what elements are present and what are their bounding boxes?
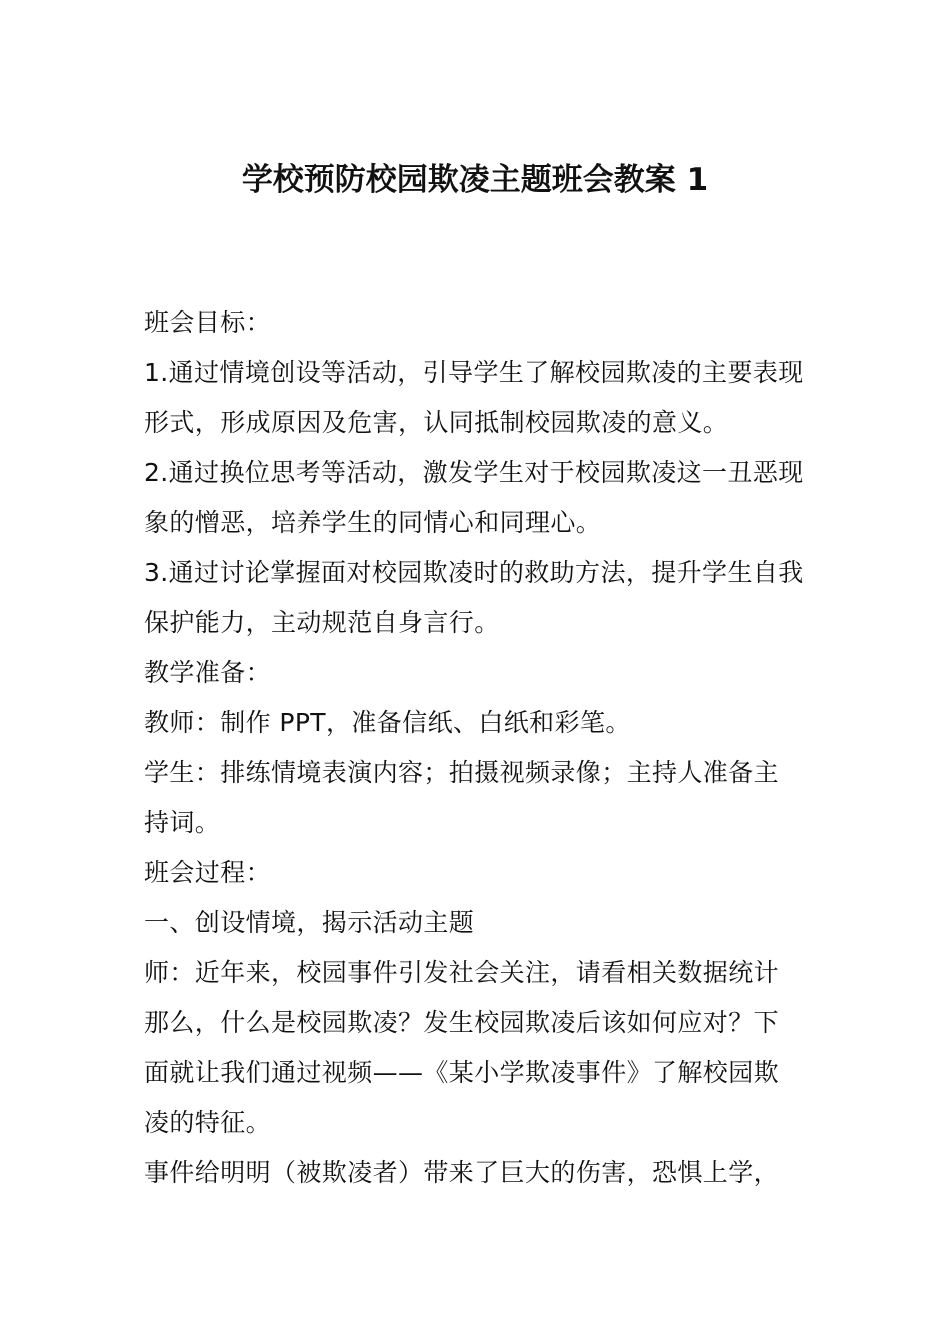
paragraph-line: 那么，什么是校园欺凌？发生校园欺凌后该如何应对？下 [144,1008,780,1037]
document-body [144,298,808,1198]
paragraph-line: 学生：排练情境表演内容；拍摄视频录像；主持人准备主 [144,758,780,787]
section-heading-process: 班会过程： [144,858,272,887]
subsection-heading: 一、创设情境，揭示活动主题 [144,908,475,937]
paragraph-line: 师：近年来，校园事件引发社会关注，请看相关数据统计 [144,958,780,987]
paragraph-line: 1.通过情境创设等活动，引导学生了解校园欺凌的主要表现 [144,358,804,387]
section-heading-goals: 班会目标： [144,308,272,337]
paragraph-line: 象的憎恶，培养学生的同情心和同理心。 [144,508,602,537]
paragraph-line: 凌的特征。 [144,1108,272,1137]
paragraph-line: 3.通过讨论掌握面对校园欺凌时的救助方法，提升学生自我 [144,558,804,587]
paragraph-line: 保护能力，主动规范自身言行。 [144,608,500,637]
paragraph-line: 面就让我们通过视频——《某小学欺凌事件》了解校园欺 [144,1058,780,1087]
paragraph-line: 教师：制作 PPT，准备信纸、白纸和彩笔。 [144,708,631,737]
paragraph-line: 形式，形成原因及危害，认同抵制校园欺凌的意义。 [144,408,729,437]
paragraph-line: 2.通过换位思考等活动，激发学生对于校园欺凌这一丑恶现 [144,458,804,487]
paragraph-line: 事件给明明（被欺凌者）带来了巨大的伤害，恐惧上学， [144,1158,780,1187]
document-title: 学校预防校园欺凌主题班会教案 1 [241,162,709,198]
paragraph-line: 持词。 [144,808,221,837]
section-heading-preparation: 教学准备： [144,658,272,687]
